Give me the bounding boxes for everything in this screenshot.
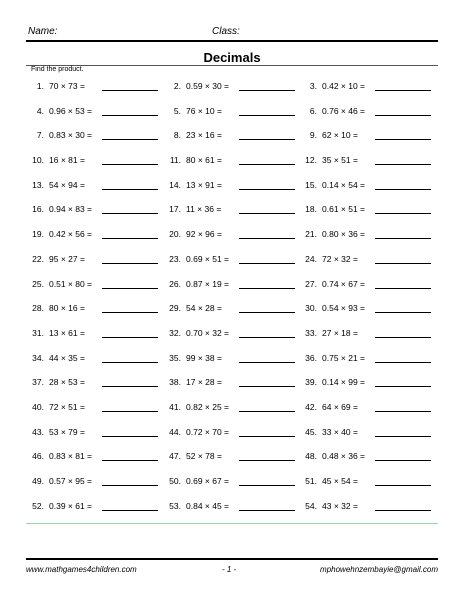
answer-blank[interactable]	[239, 115, 295, 116]
problem-expression: 23 × 16 =	[186, 130, 222, 141]
problem-number: 30.	[305, 303, 317, 314]
problem-number: 9.	[309, 130, 317, 141]
problem-item	[30, 204, 166, 218]
problem-number: 8.	[173, 130, 181, 141]
answer-blank[interactable]	[375, 411, 431, 412]
answer-blank[interactable]	[102, 238, 158, 239]
problem-number: 46.	[32, 451, 44, 462]
problem-number: 1.	[36, 81, 44, 91]
problem-number: 4.	[36, 105, 44, 116]
problem-expression: 0.70 × 32 =	[186, 327, 230, 338]
problem-item	[30, 353, 166, 367]
problem-item	[303, 254, 439, 268]
answer-blank[interactable]	[102, 386, 158, 387]
problem-row	[30, 225, 440, 250]
worksheet-title: Decimals	[203, 50, 261, 65]
problem-expression: 44 × 35 =	[49, 352, 85, 363]
problem-expression: 17 × 28 =	[186, 377, 222, 388]
problem-expression: 0.83 × 81 =	[49, 451, 93, 462]
problem-expression: 53 × 79 =	[49, 426, 85, 437]
problem-item	[30, 180, 166, 194]
problem-expression: 11 × 36 =	[186, 204, 222, 215]
answer-blank[interactable]	[239, 436, 295, 437]
answer-blank[interactable]	[102, 485, 158, 486]
problem-item	[30, 451, 166, 465]
answer-blank[interactable]	[102, 436, 158, 437]
problem-row	[30, 102, 440, 127]
problem-item	[30, 229, 166, 243]
problem-item	[303, 180, 439, 194]
header-rule	[26, 40, 438, 42]
problem-item	[167, 204, 303, 218]
problem-number: 37.	[32, 377, 44, 388]
answer-blank[interactable]	[375, 510, 431, 511]
problem-number: 54.	[305, 500, 317, 511]
problem-item	[30, 328, 166, 342]
answer-blank[interactable]	[102, 90, 158, 91]
problem-number: 28.	[32, 303, 44, 314]
problem-item	[30, 476, 166, 490]
problem-item	[303, 377, 439, 391]
answer-blank[interactable]	[102, 411, 158, 412]
problem-expression: 0.42 × 10 =	[322, 81, 366, 91]
problem-item	[167, 402, 303, 416]
problem-expression: 92 × 96 =	[186, 229, 222, 240]
answer-blank[interactable]	[375, 337, 431, 338]
problem-expression: 0.14 × 99 =	[322, 377, 366, 388]
answer-blank[interactable]	[375, 115, 431, 116]
answer-blank[interactable]	[239, 485, 295, 486]
bottom-green-rule	[26, 523, 438, 524]
problem-number: 16.	[32, 204, 44, 215]
problem-item	[303, 155, 439, 169]
problem-item	[167, 155, 303, 169]
answer-blank[interactable]	[102, 213, 158, 214]
answer-blank[interactable]	[239, 238, 295, 239]
problem-number: 10.	[32, 155, 44, 166]
footer-website: www.mathgames4children.com	[26, 565, 137, 574]
problem-item	[30, 81, 166, 95]
answer-blank[interactable]	[239, 189, 295, 190]
answer-blank[interactable]	[239, 337, 295, 338]
answer-blank[interactable]	[375, 288, 431, 289]
problem-row	[30, 472, 440, 497]
problem-number: 49.	[32, 476, 44, 486]
answer-blank[interactable]	[375, 312, 431, 313]
problem-item	[30, 427, 166, 441]
answer-blank[interactable]	[239, 213, 295, 214]
problem-item	[303, 229, 439, 243]
problem-number: 31.	[32, 327, 44, 338]
problem-expression: 0.75 × 21 =	[322, 352, 366, 363]
problem-number: 27.	[305, 278, 317, 289]
problem-number: 21.	[305, 229, 317, 240]
answer-blank[interactable]	[239, 411, 295, 412]
problem-grid	[30, 77, 440, 521]
problem-number: 39.	[305, 377, 317, 388]
title-rule	[26, 65, 438, 66]
problem-item	[303, 328, 439, 342]
answer-blank[interactable]	[375, 460, 431, 461]
answer-blank[interactable]	[375, 213, 431, 214]
problem-number: 24.	[305, 253, 317, 264]
answer-blank[interactable]	[239, 263, 295, 264]
problem-item	[303, 476, 439, 490]
problem-item	[30, 501, 166, 515]
problem-row	[30, 200, 440, 225]
answer-blank[interactable]	[102, 139, 158, 140]
problem-expression: 54 × 94 =	[49, 179, 85, 190]
problem-number: 13.	[32, 179, 44, 190]
problem-number: 42.	[305, 401, 317, 412]
problem-number: 52.	[32, 500, 44, 511]
problem-item	[303, 204, 439, 218]
problem-expression: 72 × 32 =	[322, 253, 358, 264]
problem-item	[167, 180, 303, 194]
problem-number: 43.	[32, 426, 44, 437]
problem-expression: 95 × 27 =	[49, 253, 85, 264]
problem-expression: 43 × 32 =	[322, 500, 358, 511]
problem-number: 2.	[173, 81, 181, 91]
problem-row	[30, 299, 440, 324]
problem-row	[30, 324, 440, 349]
answer-blank[interactable]	[239, 164, 295, 165]
problem-number: 5.	[173, 105, 181, 116]
problem-item	[30, 130, 166, 144]
problem-item	[303, 81, 439, 95]
problem-expression: 0.39 × 61 =	[49, 500, 93, 511]
answer-blank[interactable]	[102, 460, 158, 461]
answer-blank[interactable]	[375, 164, 431, 165]
problem-expression: 62 × 10 =	[322, 130, 358, 141]
problem-item	[30, 254, 166, 268]
problem-expression: 80 × 16 =	[49, 303, 85, 314]
problem-number: 19.	[32, 229, 44, 240]
answer-blank[interactable]	[239, 139, 295, 140]
problem-expression: 16 × 81 =	[49, 155, 85, 166]
problem-item	[167, 476, 303, 490]
problem-expression: 45 × 54 =	[322, 476, 358, 486]
problem-expression: 54 × 28 =	[186, 303, 222, 314]
problem-item	[303, 303, 439, 317]
problem-number: 11.	[169, 155, 181, 166]
answer-blank[interactable]	[375, 263, 431, 264]
answer-blank[interactable]	[102, 263, 158, 264]
footer-email: mphowehnzembayie@gmail.com	[320, 565, 438, 574]
problem-expression: 0.74 × 67 =	[322, 278, 366, 289]
answer-blank[interactable]	[239, 312, 295, 313]
problem-number: 33.	[305, 327, 317, 338]
problem-number: 14.	[169, 179, 181, 190]
problem-expression: 28 × 53 =	[49, 377, 85, 388]
answer-blank[interactable]	[102, 288, 158, 289]
class-label: Class:	[212, 26, 240, 37]
problem-number: 7.	[36, 130, 44, 141]
answer-blank[interactable]	[239, 510, 295, 511]
problem-expression: 13 × 91 =	[186, 179, 222, 190]
problem-expression: 0.54 × 93 =	[322, 303, 366, 314]
answer-blank[interactable]	[375, 386, 431, 387]
answer-blank[interactable]	[375, 436, 431, 437]
problem-expression: 70 × 73 =	[49, 81, 85, 91]
problem-expression: 0.72 × 70 =	[186, 426, 230, 437]
problem-number: 44.	[169, 426, 181, 437]
problem-item	[167, 353, 303, 367]
problem-number: 3.	[309, 81, 317, 91]
problem-number: 20.	[169, 229, 181, 240]
problem-item	[303, 427, 439, 441]
problem-number: 23.	[169, 253, 181, 264]
answer-blank[interactable]	[239, 362, 295, 363]
answer-blank[interactable]	[375, 485, 431, 486]
problem-expression: 0.84 × 45 =	[186, 500, 230, 511]
answer-blank[interactable]	[375, 362, 431, 363]
problem-expression: 0.83 × 30 =	[49, 130, 93, 141]
problem-expression: 0.69 × 67 =	[186, 476, 230, 486]
problem-item	[167, 279, 303, 293]
problem-item	[30, 106, 166, 120]
footer-rule	[26, 558, 438, 560]
problem-number: 32.	[169, 327, 181, 338]
problem-number: 38.	[169, 377, 181, 388]
problem-number: 51.	[305, 476, 317, 486]
problem-row	[30, 349, 440, 374]
problem-row	[30, 250, 440, 275]
problem-expression: 0.80 × 36 =	[322, 229, 366, 240]
answer-blank[interactable]	[375, 90, 431, 91]
problem-item	[303, 106, 439, 120]
problem-number: 41.	[169, 401, 181, 412]
problem-expression: 99 × 38 =	[186, 352, 222, 363]
problem-number: 53.	[169, 500, 181, 511]
problem-item	[303, 451, 439, 465]
problem-number: 47.	[169, 451, 181, 462]
problem-number: 48.	[305, 451, 317, 462]
problem-number: 29.	[169, 303, 181, 314]
problem-expression: 0.96 × 53 =	[49, 105, 93, 116]
problem-expression: 64 × 69 =	[322, 401, 358, 412]
answer-blank[interactable]	[102, 510, 158, 511]
page-number: - 1 -	[222, 565, 237, 574]
answer-blank[interactable]	[102, 115, 158, 116]
problem-expression: 0.14 × 54 =	[322, 179, 366, 190]
problem-number: 15.	[305, 179, 317, 190]
problem-number: 40.	[32, 401, 44, 412]
problem-row	[30, 497, 440, 522]
problem-number: 26.	[169, 278, 181, 289]
problem-expression: 27 × 18 =	[322, 327, 358, 338]
problem-expression: 0.42 × 56 =	[49, 229, 93, 240]
answer-blank[interactable]	[239, 460, 295, 461]
problem-expression: 0.57 × 95 =	[49, 476, 93, 486]
header-row	[26, 26, 438, 40]
problem-item	[167, 501, 303, 515]
problem-expression: 72 × 51 =	[49, 401, 85, 412]
problem-item	[167, 377, 303, 391]
problem-item	[167, 81, 303, 95]
problem-item	[30, 377, 166, 391]
problem-item	[30, 402, 166, 416]
problem-row	[30, 151, 440, 176]
problem-expression: 0.87 × 19 =	[186, 278, 230, 289]
problem-number: 25.	[32, 278, 44, 289]
answer-blank[interactable]	[102, 164, 158, 165]
problem-row	[30, 373, 440, 398]
problem-number: 22.	[32, 253, 44, 264]
problem-item	[167, 254, 303, 268]
answer-blank[interactable]	[375, 189, 431, 190]
problem-item	[303, 353, 439, 367]
problem-number: 12.	[305, 155, 317, 166]
problem-item	[167, 427, 303, 441]
problem-expression: 0.82 × 25 =	[186, 401, 230, 412]
problem-expression: 0.51 × 80 =	[49, 278, 93, 289]
problem-item	[167, 130, 303, 144]
name-label: Name:	[28, 26, 58, 37]
problem-item	[167, 106, 303, 120]
problem-number: 34.	[32, 352, 44, 363]
problem-expression: 0.48 × 36 =	[322, 451, 366, 462]
problem-number: 18.	[305, 204, 317, 215]
problem-row	[30, 275, 440, 300]
problem-row	[30, 126, 440, 151]
problem-item	[303, 279, 439, 293]
problem-item	[303, 130, 439, 144]
problem-number: 6.	[309, 105, 317, 116]
problem-item	[167, 229, 303, 243]
problem-expression: 52 × 78 =	[186, 451, 222, 462]
problem-expression: 0.76 × 46 =	[322, 105, 366, 116]
problem-number: 50.	[169, 476, 181, 486]
answer-blank[interactable]	[239, 90, 295, 91]
problem-expression: 76 × 10 =	[186, 105, 222, 116]
answer-blank[interactable]	[102, 362, 158, 363]
answer-blank[interactable]	[102, 337, 158, 338]
answer-blank[interactable]	[102, 312, 158, 313]
answer-blank[interactable]	[375, 238, 431, 239]
answer-blank[interactable]	[239, 386, 295, 387]
problem-row	[30, 77, 440, 102]
problem-expression: 35 × 51 =	[322, 155, 358, 166]
problem-item	[30, 279, 166, 293]
answer-blank[interactable]	[375, 139, 431, 140]
problem-expression: 0.69 × 51 =	[186, 253, 230, 264]
problem-row	[30, 398, 440, 423]
problem-number: 45.	[305, 426, 317, 437]
problem-row	[30, 423, 440, 448]
problem-item	[30, 155, 166, 169]
problem-row	[30, 176, 440, 201]
problem-number: 36.	[305, 352, 317, 363]
problem-item	[167, 451, 303, 465]
problem-expression: 0.94 × 83 =	[49, 204, 93, 215]
answer-blank[interactable]	[239, 288, 295, 289]
problem-item	[303, 501, 439, 515]
problem-expression: 0.61 × 51 =	[322, 204, 366, 215]
problem-expression: 80 × 61 =	[186, 155, 222, 166]
problem-expression: 0.59 × 30 =	[186, 81, 230, 91]
problem-number: 35.	[169, 352, 181, 363]
problem-row	[30, 447, 440, 472]
answer-blank[interactable]	[102, 189, 158, 190]
problem-item	[303, 402, 439, 416]
problem-number: 17.	[169, 204, 181, 215]
problem-expression: 13 × 61 =	[49, 327, 85, 338]
instructions: Find the product.	[31, 66, 84, 73]
problem-expression: 33 × 40 =	[322, 426, 358, 437]
problem-item	[167, 328, 303, 342]
problem-item	[30, 303, 166, 317]
problem-item	[167, 303, 303, 317]
